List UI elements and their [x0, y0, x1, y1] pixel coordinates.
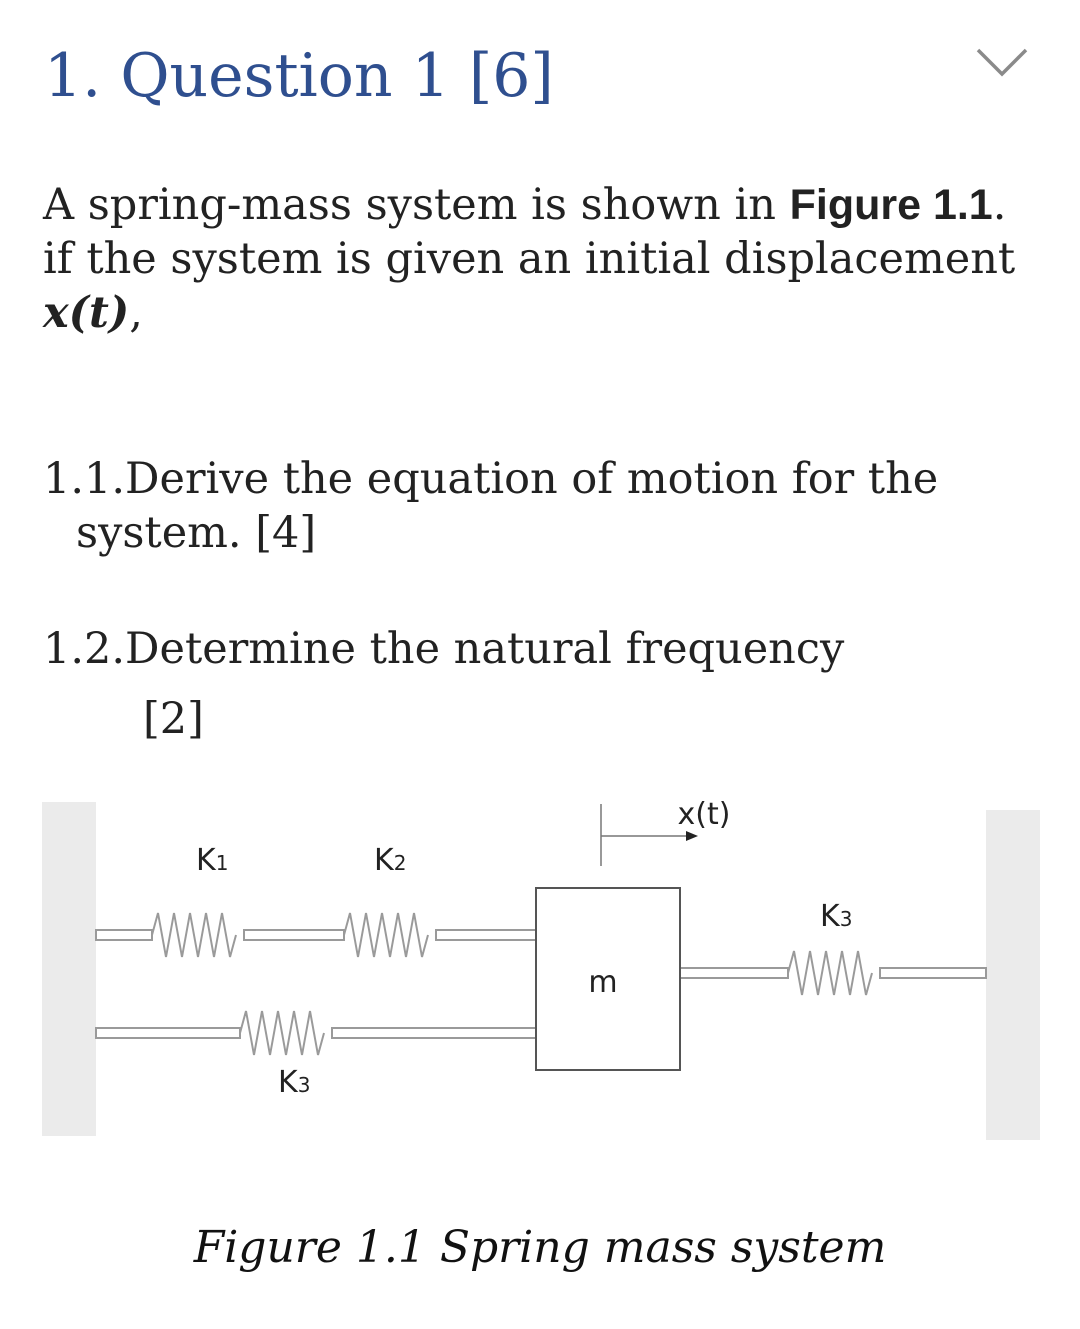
- left-wall: [42, 802, 96, 1136]
- intro-text-b: . if the system is given an initial displacement: [43, 180, 1016, 284]
- k3-bottom-letter: K: [278, 1065, 298, 1100]
- bottom-spring-chain: [96, 1011, 536, 1055]
- spring-k1: [152, 913, 236, 957]
- subquestion-1-2: [43, 622, 1043, 746]
- figure-reference: Figure 1.1: [789, 181, 993, 229]
- spring-k2: [344, 913, 428, 957]
- rod-top-1: [96, 930, 152, 940]
- k3-bottom-subscript: 3: [297, 1073, 311, 1097]
- spring-k3-left: [240, 1011, 324, 1055]
- k3-right-label: [820, 899, 852, 934]
- question-header[interactable]: [44, 38, 1044, 128]
- chevron-down-icon[interactable]: [974, 44, 1030, 80]
- k1-letter: K: [196, 843, 216, 878]
- subquestion-1-1-line2: system. [4]: [76, 508, 317, 558]
- k1-subscript: 1: [215, 851, 229, 875]
- question-title: 1. Question 1 [6]: [44, 41, 554, 111]
- mass-label: m: [588, 965, 618, 1000]
- spring-mass-figure: [0, 780, 1080, 1160]
- question-intro: [43, 178, 1043, 340]
- subquestion-1-1: [43, 452, 1043, 560]
- k1-label: [196, 843, 228, 878]
- rod-right-2: [880, 968, 986, 978]
- intro-text-a: A spring-mass system is shown in: [43, 180, 790, 230]
- rod-bottom-1: [96, 1028, 240, 1038]
- intro-text-c: ,: [129, 288, 143, 338]
- k2-label: [374, 843, 406, 878]
- k2-letter: K: [374, 843, 394, 878]
- subquestion-1-2-line1: 1.2.Determine the natural frequency: [43, 624, 845, 674]
- right-spring-chain: [680, 951, 986, 995]
- subquestion-1-1-line1: 1.1.Derive the equation of motion for the: [43, 454, 939, 504]
- right-wall: [986, 810, 1040, 1140]
- rod-right-1: [680, 968, 788, 978]
- top-spring-chain: [96, 913, 536, 957]
- k2-subscript: 2: [393, 851, 407, 875]
- k3-right-subscript: 3: [839, 907, 853, 931]
- spring-k3-right: [788, 951, 872, 995]
- k3-right-letter: K: [820, 899, 840, 934]
- displacement-math: x(t): [43, 288, 130, 338]
- subquestion-1-2-line2: [2]: [143, 694, 204, 744]
- k3-bottom-label: [278, 1065, 310, 1100]
- rod-top-3: [436, 930, 536, 940]
- displacement-arrow-head: [686, 831, 698, 841]
- displacement-label: x(t): [677, 797, 731, 832]
- rod-top-2: [244, 930, 344, 940]
- figure-caption: Figure 1.1 Spring mass system: [193, 1222, 887, 1273]
- rod-bottom-2: [332, 1028, 536, 1038]
